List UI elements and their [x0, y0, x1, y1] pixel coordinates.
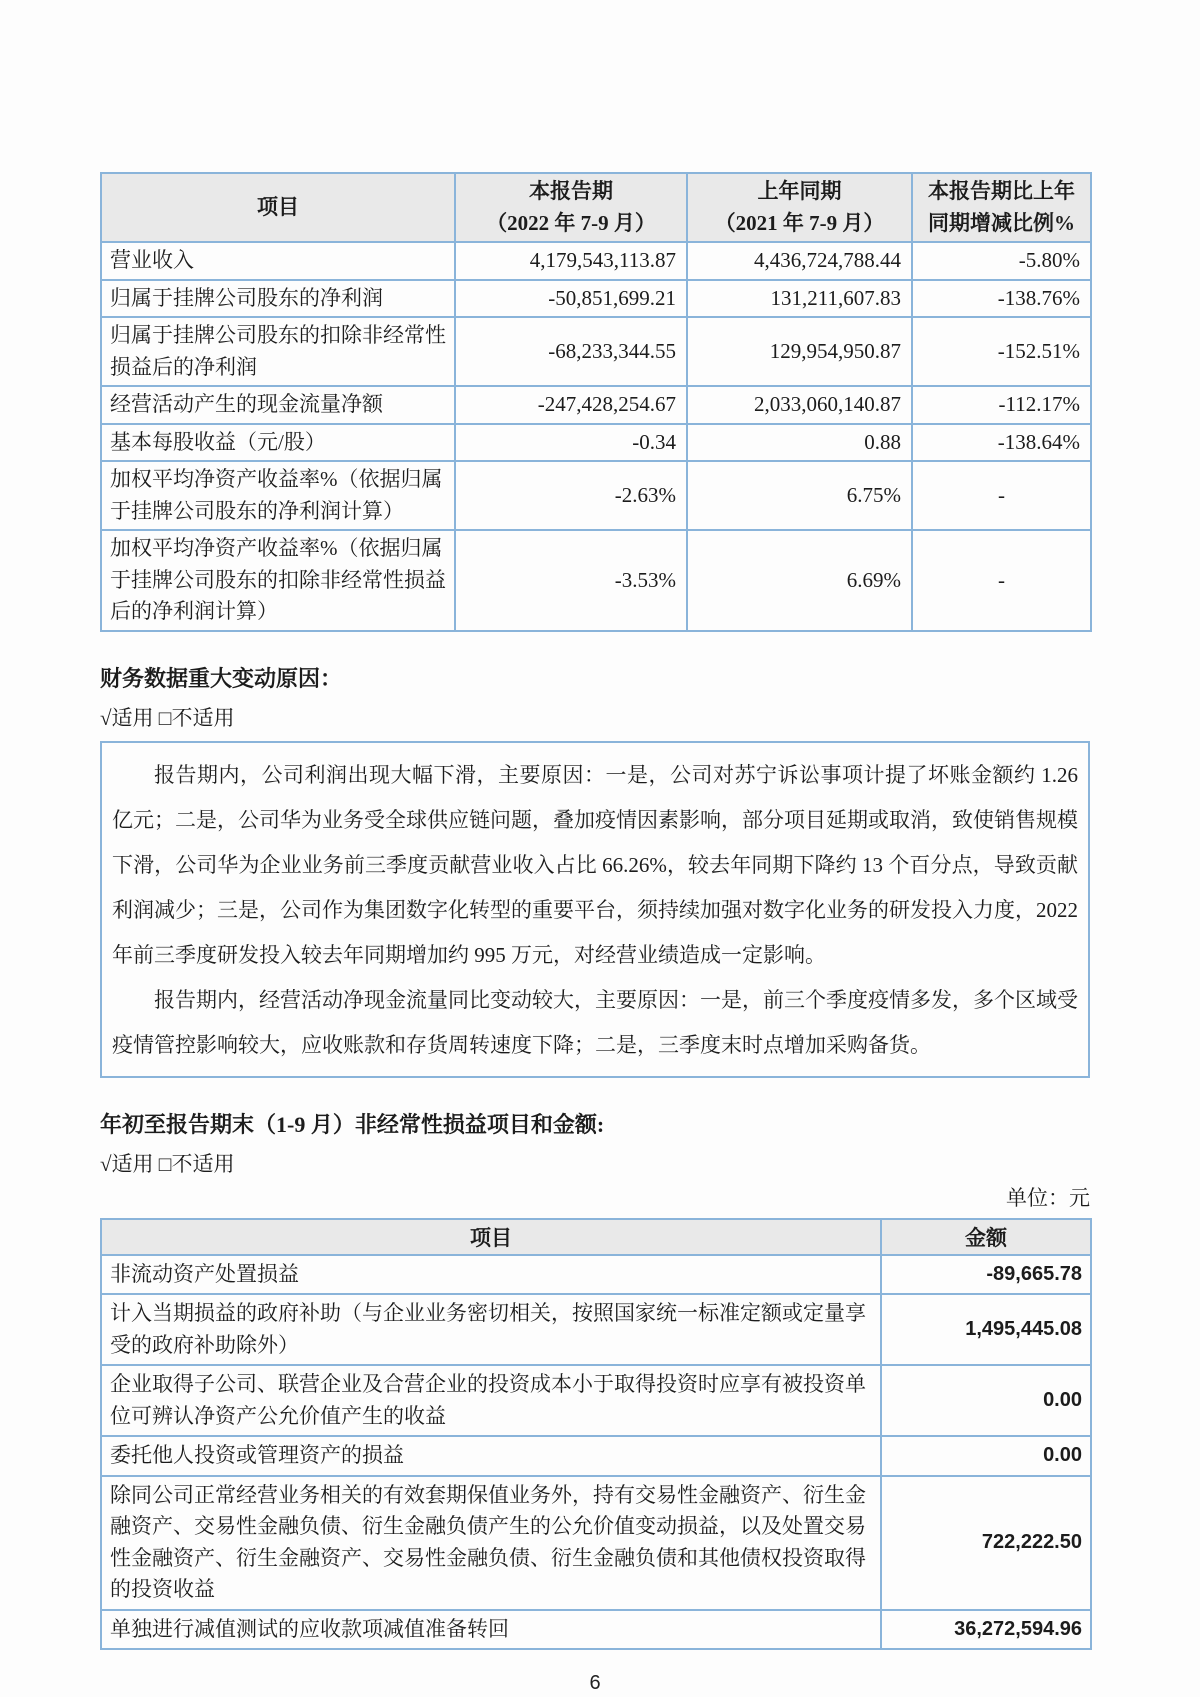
row-label: 企业取得子公司、联营企业及合营企业的投资成本小于取得投资时应享有被投资单位可辨认净资产公允价值产生的收益 — [101, 1365, 881, 1436]
row-amount: 722,222.50 — [881, 1476, 1091, 1610]
row-prior: 131,211,607.83 — [687, 280, 912, 318]
row-prior: 6.69% — [687, 530, 912, 631]
nonrecurring-header-amount: 金额 — [881, 1219, 1091, 1255]
nonrecurring-header-item: 项目 — [101, 1219, 881, 1255]
row-change: -138.64% — [912, 424, 1091, 462]
table-row — [101, 1365, 1091, 1436]
row-label: 加权平均净资产收益率%（依据归属于挂牌公司股东的净利润计算） — [101, 461, 455, 530]
row-label: 归属于挂牌公司股东的扣除非经常性损益后的净利润 — [101, 317, 455, 386]
table-row — [101, 424, 1091, 462]
row-label: 计入当期损益的政府补助（与企业业务密切相关，按照国家统一标准定额或定量享受的政府补助除外） — [101, 1294, 881, 1365]
table-row — [101, 1476, 1091, 1610]
applicability-options: √适用 □不适用 — [100, 705, 235, 730]
table-row — [101, 280, 1091, 318]
row-change: -152.51% — [912, 317, 1091, 386]
row-current: -0.34 — [455, 424, 687, 462]
row-prior: 2,033,060,140.87 — [687, 386, 912, 424]
row-label: 委托他人投资或管理资产的损益 — [101, 1436, 881, 1476]
summary-header-row — [101, 173, 1091, 242]
table-row — [101, 242, 1091, 280]
row-amount: 0.00 — [881, 1365, 1091, 1436]
table-row — [101, 461, 1091, 530]
row-prior: 129,954,950.87 — [687, 317, 912, 386]
summary-header-item: 项目 — [101, 173, 455, 242]
nonrecurring-heading: 年初至报告期末（1-9 月）非经常性损益项目和金额: — [100, 1111, 605, 1137]
nonrecurring-table — [100, 1218, 1092, 1651]
table-row — [101, 1436, 1091, 1476]
row-label: 非流动资产处置损益 — [101, 1255, 881, 1295]
change-reason-textbox — [100, 741, 1090, 1078]
change-reason-heading: 财务数据重大变动原因： — [100, 665, 343, 691]
table-row — [101, 317, 1091, 386]
row-label: 营业收入 — [101, 242, 455, 280]
row-amount: 36,272,594.96 — [881, 1610, 1091, 1650]
table-row — [101, 1610, 1091, 1650]
summary-table — [100, 172, 1092, 632]
row-amount: 0.00 — [881, 1436, 1091, 1476]
row-prior: 6.75% — [687, 461, 912, 530]
row-amount: 1,495,445.08 — [881, 1294, 1091, 1365]
row-change: - — [912, 461, 1091, 530]
row-label: 经营活动产生的现金流量净额 — [101, 386, 455, 424]
row-current: 4,179,543,113.87 — [455, 242, 687, 280]
row-change: - — [912, 530, 1091, 631]
reason-paragraph: 报告期内，经营活动净现金流量同比变动较大，主要原因：一是，前三个季度疫情多发，多个区域受疫情管控影响较大，应收账款和存货周转速度下降；二是，三季度末时点增加采购备货。 — [112, 987, 1078, 1057]
row-label: 归属于挂牌公司股东的净利润 — [101, 280, 455, 318]
page-number: 6 — [589, 1672, 601, 1694]
table-row — [101, 386, 1091, 424]
page-content — [100, 0, 1090, 1695]
table-row — [101, 1255, 1091, 1295]
row-current: -3.53% — [455, 530, 687, 631]
row-change: -138.76% — [912, 280, 1091, 318]
table-row — [101, 1294, 1091, 1365]
row-amount: -89,665.78 — [881, 1255, 1091, 1295]
row-label: 单独进行减值测试的应收款项减值准备转回 — [101, 1610, 881, 1650]
row-label: 加权平均净资产收益率%（依据归属于挂牌公司股东的扣除非经常性损益后的净利润计算） — [101, 530, 455, 631]
row-label: 除同公司正常经营业务相关的有效套期保值业务外，持有交易性金融资产、衍生金融资产、交易性金融负债、衍生金融负债产生的公允价值变动损益，以及处置交易性金融资产、衍生金融资产、交易性金融负债、衍生金融负债和其他债权投资取得的投资收益 — [101, 1476, 881, 1610]
summary-header-prior: 上年同期 （2021 年 7-9 月） — [687, 173, 912, 242]
row-change: -112.17% — [912, 386, 1091, 424]
row-current: -2.63% — [455, 461, 687, 530]
reason-paragraph: 报告期内，公司利润出现大幅下滑，主要原因：一是，公司对苏宁诉讼事项计提了坏账金额约 1.26 亿元；二是，公司华为业务受全球供应链问题，叠加疫情因素影响，部分项目延期或取消，致使销售规模下滑，公司华为企业业务前三季度贡献营业收入占比 66.26%，较去年同期下降约 13 个百分点，导致贡献利润减少；三是，公司作为集团数字化转型的重要平台，须持续加强对数字化业务的研发投入力度，2022 年前三季度研发投入较去年同期增加约 995 万元，对经营业绩造成一定影响。 — [112, 762, 1078, 967]
table-row — [101, 530, 1091, 631]
row-prior: 0.88 — [687, 424, 912, 462]
summary-header-change: 本报告期比上年 同期增减比例% — [912, 173, 1091, 242]
nonrecurring-header-row — [101, 1219, 1091, 1255]
applicability-options: √适用 □不适用 — [100, 1151, 235, 1176]
unit-label: 单位：元 — [1006, 1185, 1090, 1210]
row-label: 基本每股收益（元/股） — [101, 424, 455, 462]
row-current: -68,233,344.55 — [455, 317, 687, 386]
row-prior: 4,436,724,788.44 — [687, 242, 912, 280]
row-change: -5.80% — [912, 242, 1091, 280]
summary-header-current: 本报告期 （2022 年 7-9 月） — [455, 173, 687, 242]
row-current: -50,851,699.21 — [455, 280, 687, 318]
row-current: -247,428,254.67 — [455, 386, 687, 424]
